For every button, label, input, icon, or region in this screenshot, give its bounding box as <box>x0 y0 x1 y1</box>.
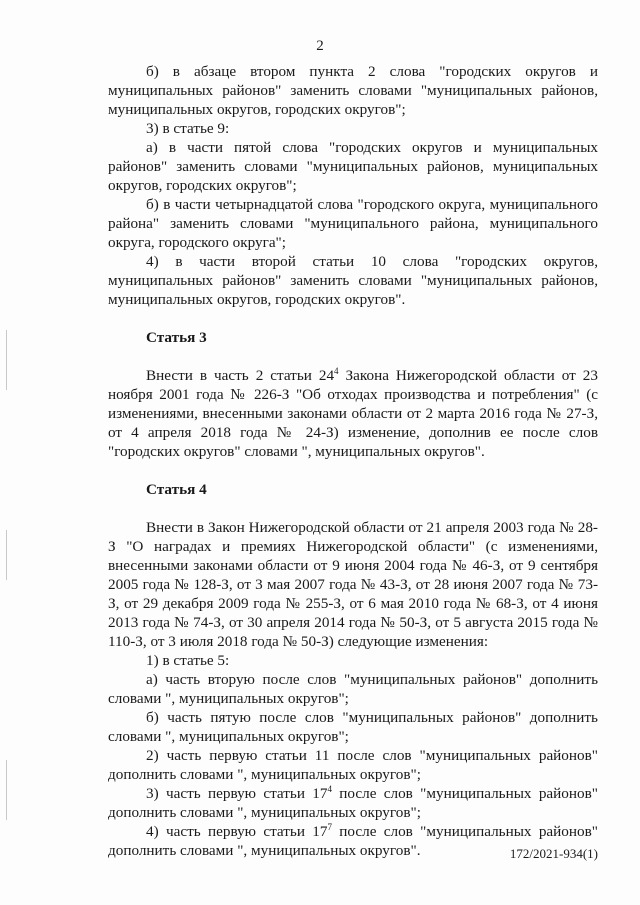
document-body <box>108 62 598 860</box>
paragraph: 3) в статье 9: <box>146 120 230 137</box>
paragraph: б) в части четырнадцатой слова "городского округа, муниципального района" заменить словами "муниципального района, муниципального округа, городского округа"; <box>108 196 598 251</box>
paragraph-text: Внести в часть 2 статьи 24 <box>146 367 335 384</box>
scan-margin-mark <box>6 530 7 580</box>
scan-margin-mark <box>6 760 7 820</box>
paragraph: а) часть вторую после слов "муниципальных районов" дополнить словами ", муниципальных округов"; <box>108 671 598 707</box>
paragraph: 4) в части второй статьи 10 слова "городских округов, муниципальных районов" заменить словами "муниципальных районов, муниципальных округов, городских округов". <box>108 253 598 308</box>
paragraph-text: после слов "муниципальных районов" дополнить словами ", муниципальных округов"; <box>108 785 598 821</box>
paragraph: б) часть пятую после слов "муниципальных районов" дополнить словами ", муниципальных округов"; <box>108 709 598 745</box>
paragraph-text: 4) часть первую статьи 17 <box>146 823 328 840</box>
paragraph: а) в части пятой слова "городских округов и муниципальных районов" заменить словами "муниципальных районов, муниципальных округов, городских округов"; <box>108 139 598 194</box>
superscript: 7 <box>327 821 332 832</box>
paragraph: Внести в Закон Нижегородской области от 21 апреля 2003 года № 28-З "О наградах и премиях Нижегородской области" (с изменениями, внесенными законами области от 9 июня 2004 года № 46-З, от 9 сентября 2005 года № 128-З, от 3 мая 2007 года № 43-З, от 28 июня 2007 года № 73-З, от 29 декабря 2009 года № 255-З, от 6 мая 2010 года № 68-З, от 4 июня 2013 года № 74-З, от 30 апреля 2014 года № 50-З, от 5 августа 2015 года № 110-З, от 3 июля 2018 года № 50-З) следующие изменения: <box>108 519 598 650</box>
page-number: 2 <box>316 38 324 54</box>
paragraph-text: после слов "муниципальных районов" дополнить словами ", муниципальных округов". <box>108 823 598 859</box>
superscript: 4 <box>327 783 332 794</box>
paragraph <box>108 784 598 822</box>
paragraph <box>108 366 598 461</box>
article-heading: Статья 3 <box>146 329 207 346</box>
paragraph: 2) часть первую статьи 11 после слов "муниципальных районов" дополнить словами ", муниципальных округов"; <box>108 747 598 783</box>
superscript: 4 <box>334 365 339 376</box>
paragraph-text: Закона Нижегородской области от 23 ноября 2001 года № 226-З "Об отходах производства и потребления" (с изменениями, внесенными законами области от 2 марта 2016 года № 27-З, от 4 апреля 2018 года № 24-З) изменение, дополнив ее после слов "городских округов" словами ", муниципальных округов". <box>108 367 598 460</box>
article-heading: Статья 4 <box>146 481 207 498</box>
paragraph: б) в абзаце втором пункта 2 слова "городских округов и муниципальных районов" заменить словами "муниципальных районов, муниципальных округов, городских округов"; <box>108 63 598 118</box>
paragraph-text: 3) часть первую статьи 17 <box>146 785 328 802</box>
document-code: 172/2021-934(1) <box>509 846 598 861</box>
scan-margin-mark <box>6 330 7 390</box>
paragraph: 1) в статье 5: <box>146 652 230 669</box>
